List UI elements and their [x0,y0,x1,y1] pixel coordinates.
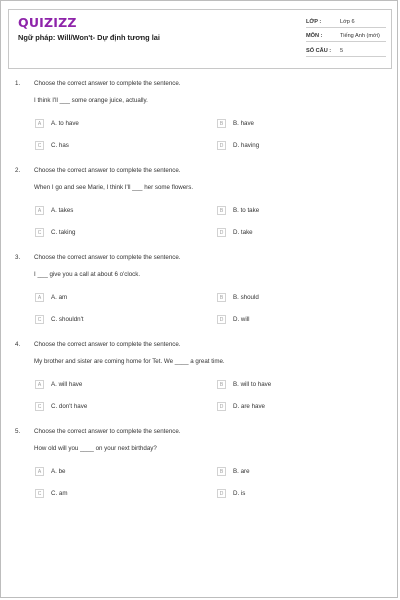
option-text: B. are [233,468,250,475]
option-letter-box: B [217,119,226,128]
meta-value: 5 [340,48,344,54]
question-sentence: I think I'll ___ some orange juice, actually. [34,97,148,104]
question-sentence: I ___ give you a call at about 6 o'clock. [34,271,141,278]
option-letter-box: A [35,293,44,302]
meta-value: Tiếng Anh (mới) [340,33,380,39]
option-letter-box: C [35,228,44,237]
option-text: A. be [51,468,66,475]
option-letter-box: A [35,467,44,476]
option-text: D. will [233,316,250,323]
option-letter-box: A [35,206,44,215]
question-prompt: Choose the correct answer to complete the sentence. [34,341,181,348]
meta-value: Lớp 6 [340,19,355,25]
quizizz-logo: QUIZIZZ [18,15,77,30]
option-letter-box: D [217,489,226,498]
option-letter-box: C [35,402,44,411]
question-number: 2. [15,167,21,174]
option-text: D. having [233,142,260,149]
option-text: C. has [51,142,69,149]
question-sentence: My brother and sister are coming home for Tet. We ____ a great time. [34,358,225,365]
option-text: D. take [233,229,253,236]
option-text: A. will have [51,381,83,388]
option-letter-box: D [217,228,226,237]
question-prompt: Choose the correct answer to complete the sentence. [34,80,181,87]
option-letter-box: D [217,141,226,150]
option-letter-box: B [217,380,226,389]
question-prompt: Choose the correct answer to complete the sentence. [34,254,181,261]
worksheet-header [8,9,392,69]
option-text: C. don't have [51,403,88,410]
question-number: 1. [15,80,21,87]
option-letter-box: A [35,119,44,128]
option-letter-box: B [217,467,226,476]
question-number: 4. [15,341,21,348]
option-text: A. to have [51,120,79,127]
option-text: B. have [233,120,254,127]
option-text: B. will to have [233,381,272,388]
question-sentence: How old will you ____ on your next birthday? [34,445,157,452]
meta-underline [306,27,386,28]
option-text: A. takes [51,207,74,214]
option-text: D. is [233,490,246,497]
option-letter-box: C [35,315,44,324]
meta-grade [306,19,386,29]
meta-subject [306,33,386,43]
option-letter-box: B [217,206,226,215]
question-prompt: Choose the correct answer to complete the sentence. [34,167,181,174]
option-text: A. am [51,294,68,301]
option-letter-box: C [35,489,44,498]
option-text: B. should [233,294,259,301]
worksheet-title: Ngữ pháp: Will/Won't- Dự định tương lai [18,33,160,42]
option-text: B. to take [233,207,260,214]
meta-label: SỐ CÂU : [306,48,332,54]
option-letter-box: B [217,293,226,302]
option-text: D. are have [233,403,265,410]
meta-label: MÔN : [306,33,323,39]
question-prompt: Choose the correct answer to complete the sentence. [34,428,181,435]
question-sentence: When I go and see Marie, I think I'll ___ her some flowers. [34,184,194,191]
question-number: 3. [15,254,21,261]
option-letter-box: C [35,141,44,150]
option-letter-box: D [217,402,226,411]
meta-label: LỚP : [306,19,322,25]
option-text: C. shouldn't [51,316,84,323]
meta-underline [306,41,386,42]
option-text: C. am [51,490,68,497]
meta-underline [306,56,386,57]
option-text: C. taking [51,229,76,236]
option-letter-box: A [35,380,44,389]
question-number: 5. [15,428,21,435]
option-letter-box: D [217,315,226,324]
meta-question-count [306,48,386,58]
